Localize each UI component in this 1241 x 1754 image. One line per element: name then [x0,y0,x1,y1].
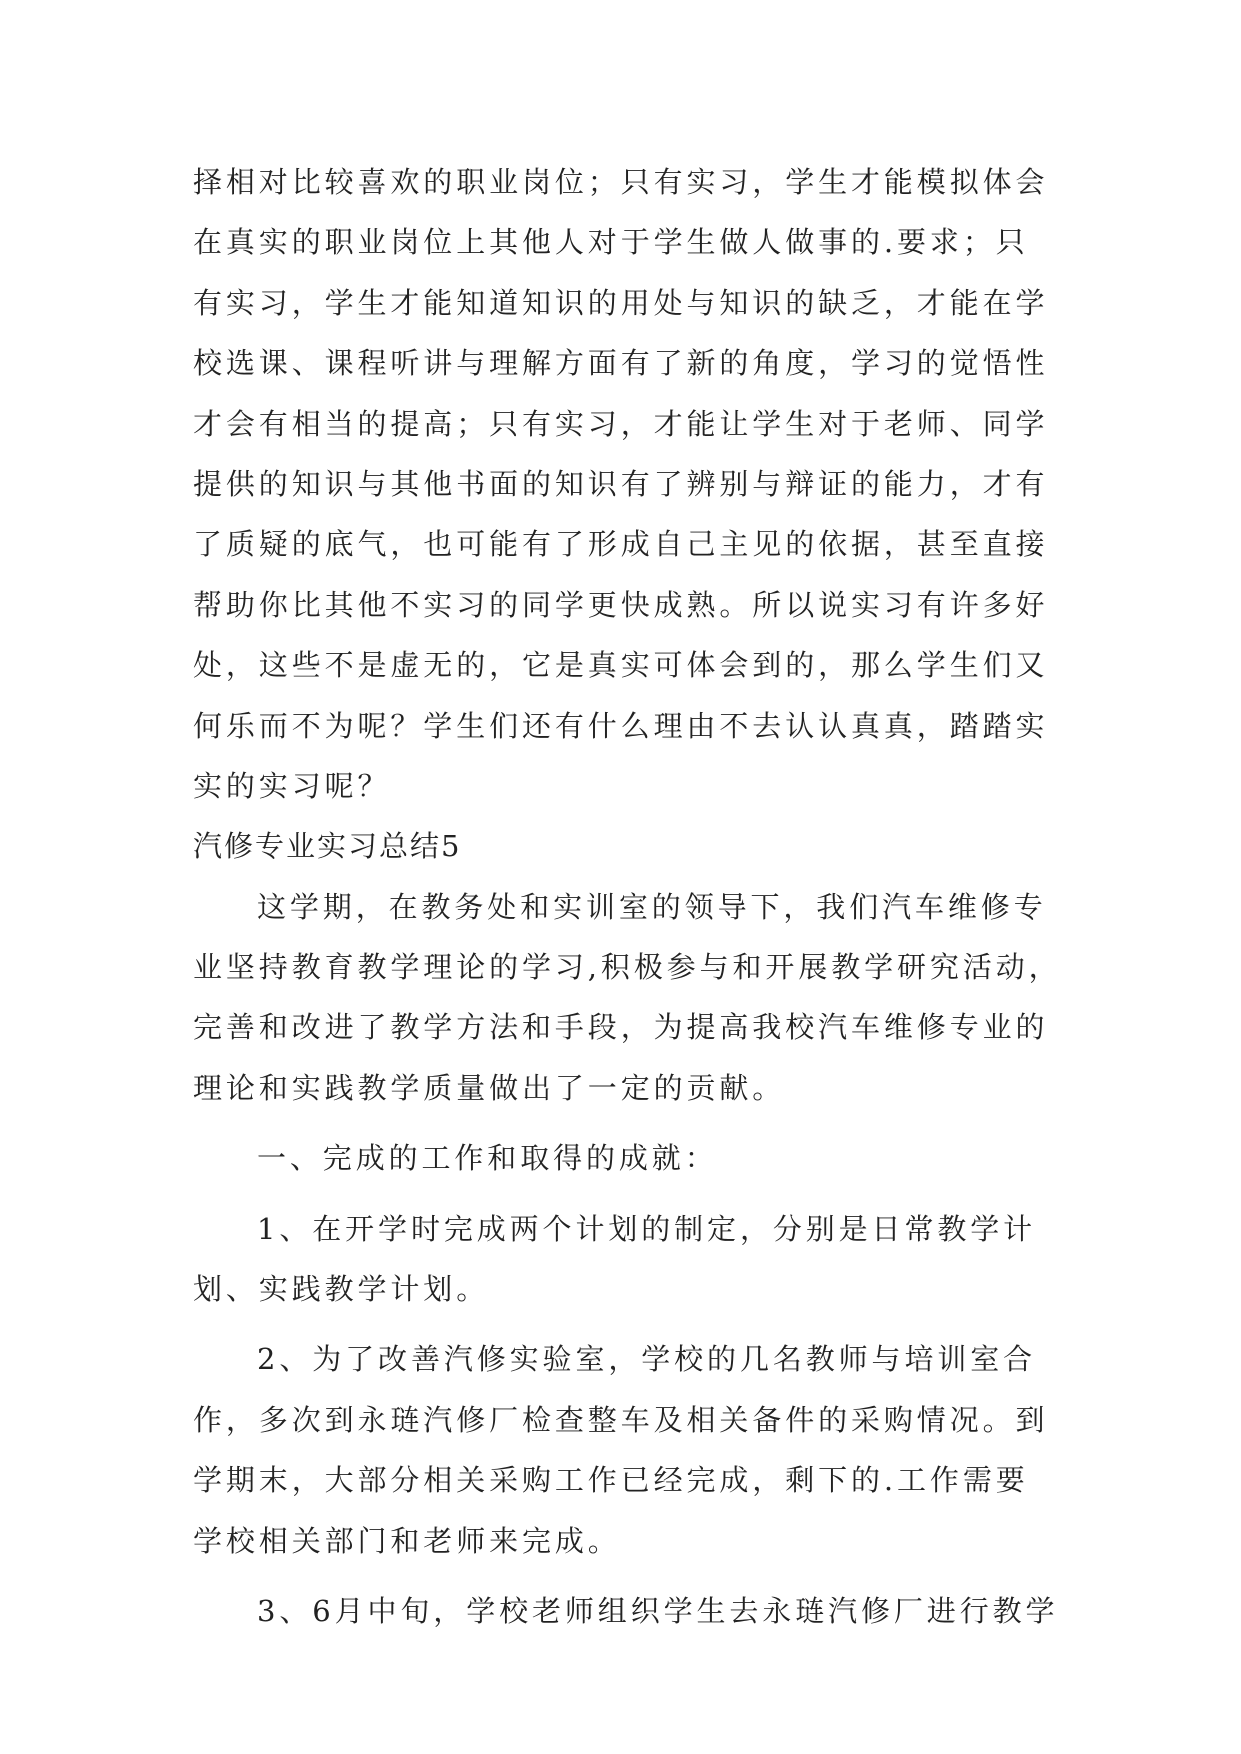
text-line: 2、为了改善汽修实验室，学校的几名教师与培训室合 [257,1342,1037,1377]
text-line: 3、6月中旬，学校老师组织学生去永琏汽修厂进行教学 [257,1593,1059,1628]
text-line: 1、在开学时完成两个计划的制定，分别是日常教学计 [257,1211,1037,1246]
list-item-2 [193,1329,1057,1571]
text-line: 学期末，大部分相关采购工作已经完成，剩下的.工作需要 [193,1463,1029,1498]
text-line: 何乐而不为呢？学生们还有什么理由不去认认真真，踏踏实 [193,708,1049,743]
text-line: 处，这些不是虚无的，它是真实可体会到的，那么学生们又 [193,648,1049,683]
text-line: 完善和改进了教学方法和手段，为提高我校汽车维修专业的 [193,1010,1049,1045]
text-line: 提供的知识与其他书面的知识有了辨别与辩证的能力，才有 [193,466,1049,501]
paragraph-intro [193,877,1062,1119]
paragraph-spacer [193,1571,1057,1581]
text-line: 划、实践教学计划。 [193,1272,490,1307]
text-line: 业坚持教育教学理论的学习,积极参与和开展教学研究活动， [193,950,1062,985]
text-line: 择相对比较喜欢的职业岗位；只有实习，学生才能模拟体会 [193,165,1049,199]
text-line: 校选课、课程听讲与理解方面有了新的角度，学习的觉悟性 [193,346,1049,381]
text-line: 这学期，在教务处和实训室的领导下，我们汽车维修专 [257,889,1047,924]
paragraph-internship-benefits [193,152,1057,816]
text-line: 才会有相当的提高；只有实习，才能让学生对于老师、同学 [193,406,1049,441]
text-line: 在真实的职业岗位上其他人对于学生做人做事的.要求；只 [193,225,1029,260]
paragraph-spacer [193,1118,1057,1128]
subheading: 一、完成的工作和取得的成就： [257,1141,718,1176]
paragraph-spacer [193,1319,1057,1329]
text-line: 有实习，学生才能知道知识的用处与知识的缺乏，才能在学 [193,285,1049,320]
text-line: 实的实习呢？ [193,768,391,803]
text-line: 理论和实践教学质量做出了一定的贡献。 [193,1070,786,1105]
text-line: 作，多次到永琏汽修厂检查整车及相关备件的采购情况。到 [193,1402,1049,1437]
list-item-3 [193,1581,1057,1641]
text-line: 学校相关部门和老师来完成。 [193,1523,621,1558]
list-item-1 [193,1199,1057,1320]
section-heading: 汽修专业实习总结5 [193,829,462,864]
document-body [193,152,1062,1641]
text-line: 了质疑的底气，也可能有了形成自己主见的依据，甚至直接 [193,527,1049,562]
text-line: 帮助你比其他不实习的同学更快成熟。所以说实习有许多好 [193,587,1049,622]
paragraph-spacer [193,1189,1057,1199]
